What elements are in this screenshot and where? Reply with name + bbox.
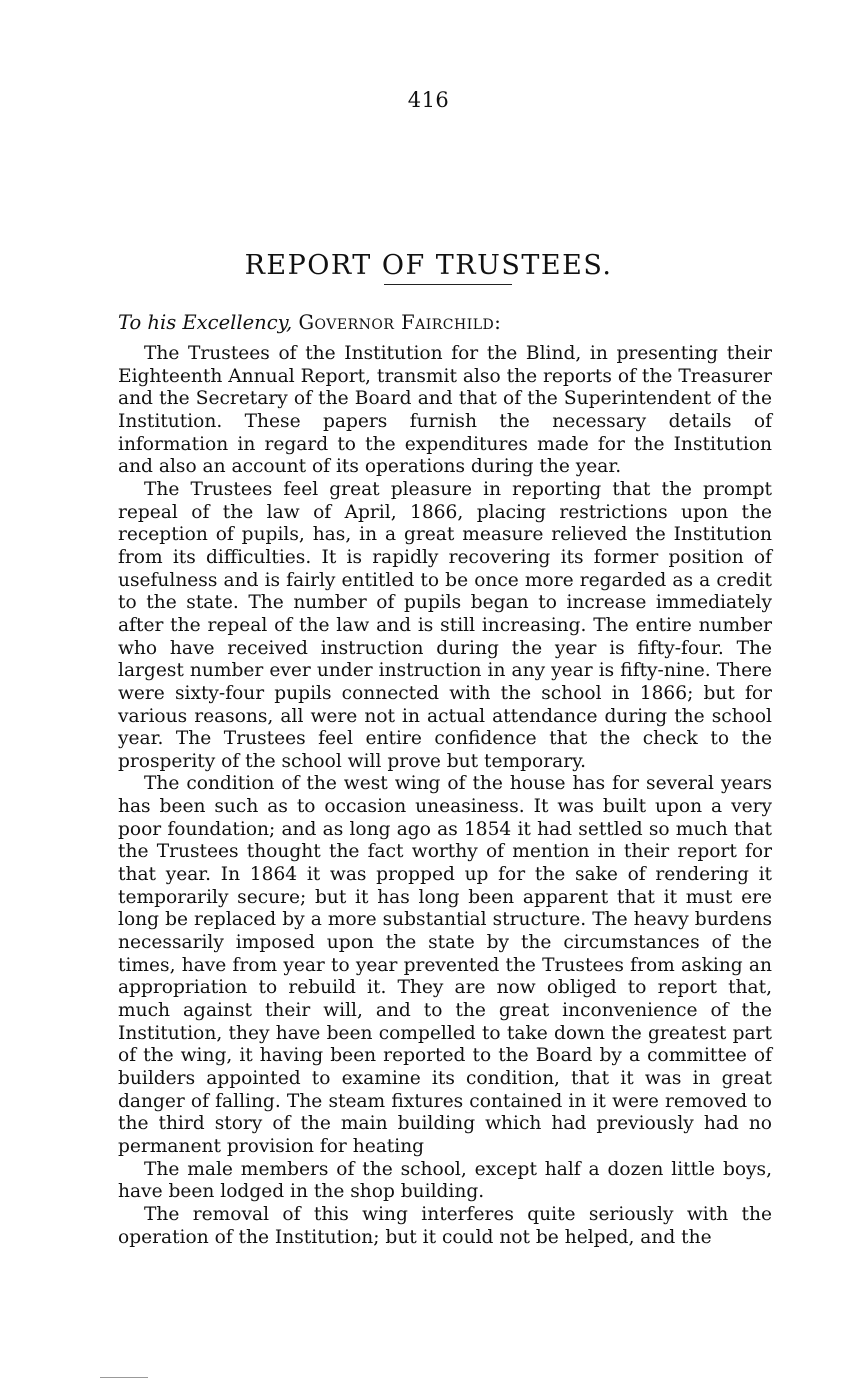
paragraph-4: The male members of the school, except half a dozen little boys, have been lodged in the shop building. (118, 1158, 772, 1203)
footer-mark (100, 1377, 148, 1378)
report-body (118, 343, 772, 1249)
paragraph-2: The Trustees feel great pleasure in reporting that the prompt repeal of the law of April, 1866, placing restrictions upon the reception of pupils, has, in a great measure relieved the Institution from its difficulties. It is rapidly recovering its former position of usefulness and is fairly entitled to be once more regarded as a credit to the state. The number of pupils began to increase immediately after the repeal of the law and is still increasing. The entire number who have received instruction during the year is fifty-four. The largest number ever under instruction in any year is fifty-nine. There were sixty-four pupils connected with the school in 1866; but for various reasons, all were not in actual attendance during the school year. The Trustees feel entire confidence that the check to the prosperity of the school will prove but temporary. (118, 478, 772, 772)
paragraph-5: The removal of this wing interferes quite seriously with the operation of the Institution; but it could not be helped, and the (118, 1203, 772, 1248)
salutation (118, 311, 501, 334)
page-number: 416 (407, 88, 450, 112)
paragraph-1: The Trustees of the Institution for the Blind, in presenting their Eighteenth Annual Report, transmit also the reports of the Treasurer and the Secretary of the Board and that of the Superintendent of the Institution. These papers furnish the necessary details of information in regard to the expenditures made for the Institution and also an account of its operations during the year. (118, 343, 772, 478)
salutation-prefix: To his Excellency, (118, 311, 293, 334)
salutation-addressee: Governor Fairchild (298, 311, 495, 334)
title-rule (384, 284, 512, 285)
paragraph-3: The condition of the west wing of the house has for several years has been such as to occasion uneasiness. It was built upon a very poor foundation; and as long ago as 1854 it had settled so much that the Trustees thought the fact worthy of mention in their report for that year. In 1864 it was propped up for the sake of rendering it temporarily secure; but it has long been apparent that it must ere long be replaced by a more substantial structure. The heavy burdens necessarily imposed upon the state by the circumstances of the times, have from year to year prevented the Trustees from asking an appropriation to rebuild it. They are now obliged to report that, much against their will, and to the great inconvenience of the Institution, they have been compelled to take down the greatest part of the wing, it having been reported to the Board by a committee of builders appointed to examine its condition, that it was in great danger of falling. The steam fixtures contained in it were removed to the third story of the main building which had previously had no permanent provision for heating (118, 773, 772, 1157)
document-title: REPORT OF TRUSTEES. (244, 250, 613, 282)
salutation-suffix: : (494, 311, 501, 334)
